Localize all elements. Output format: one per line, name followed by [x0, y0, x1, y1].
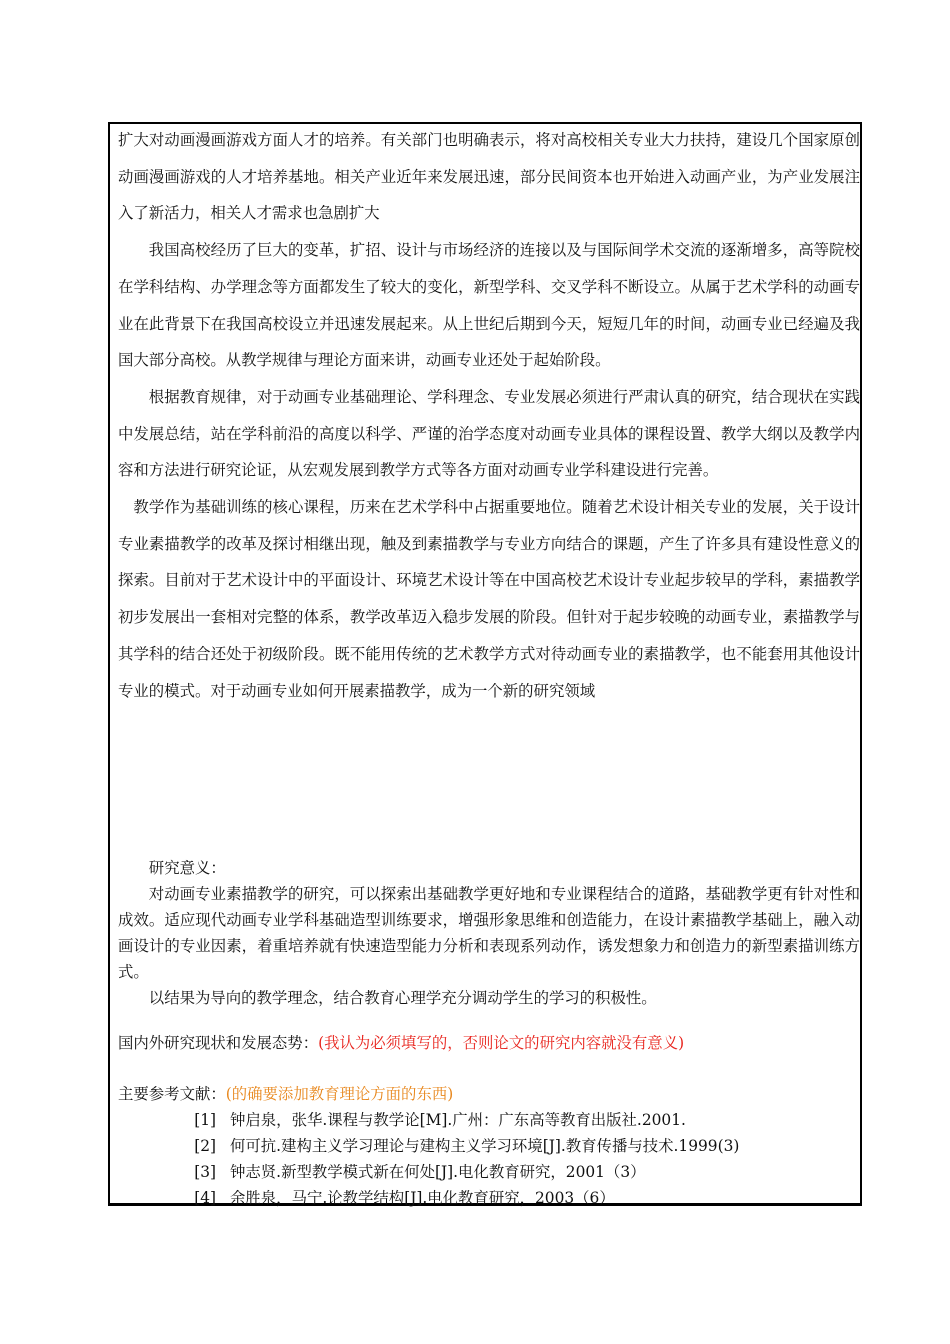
- paragraph-research-need: 根据教育规律，对于动画专业基础理论、学科理念、专业发展必须进行严肃认真的研究，结合现状在实践中发展总结，站在学科前沿的高度以科学、严谨的治学态度对动画专业具体的课程设置、教学大纲以及教学内容和方法进行研究论证，从宏观发展到教学方式等各方面对动画专业学科建设进行完善。: [118, 387, 860, 480]
- status-section: [118, 1030, 860, 1056]
- reference-number: [2]: [194, 1137, 216, 1155]
- references-label: 主要参考文献：: [118, 1085, 226, 1103]
- significance-paragraph-1: 对动画专业素描教学的研究，可以探索出基础教学更好地和专业课程结合的道路，基础教学更有针对性和成效。适应现代动画专业学科基础造型训练要求，增强形象思维和创造能力，在设计素描教学基础上，融入动画设计的专业因素，着重培养就有快速造型能力分析和表现系列动作，诱发想象力和创造力的新型素描训练方式。: [118, 885, 860, 981]
- background-section: [118, 122, 860, 709]
- references-note: (的确要添加教育理论方面的东西): [225, 1085, 454, 1103]
- reference-item: [118, 1159, 860, 1185]
- reference-number: [3]: [194, 1163, 216, 1181]
- reference-item: [118, 1107, 860, 1133]
- paragraph-reform: 我国高校经历了巨大的变革，扩招、设计与市场经济的连接以及与国际间学术交流的逐渐增多，高等院校在学科结构、办学理念等方面都发生了较大的变化，新型学科、交叉学科不断设立。从属于艺术学科的动画专业在此背景下在我国高校设立并迅速发展起来。从上世纪后期到今天，短短几年的时间，动画专业已经遍及我国大部分高校。从教学规律与理论方面来讲，动画专业还处于起始阶段。: [118, 241, 860, 370]
- status-line: [118, 1030, 860, 1056]
- reference-item: [118, 1133, 860, 1159]
- reference-text: 何可抗.建构主义学习理论与建构主义学习环境[J].教育传播与技术.1999(3): [230, 1137, 740, 1155]
- references-section: [118, 1081, 860, 1211]
- reference-text: 钟志贤.新型教学模式新在何处[J].电化教育研究，2001（3）: [230, 1163, 646, 1181]
- reference-number: [4]: [194, 1189, 216, 1207]
- reference-item: [118, 1185, 860, 1211]
- significance-paragraph-2: 以结果为导向的教学理念，结合教育心理学充分调动学生的学习的积极性。: [148, 989, 657, 1007]
- significance-heading: 研究意义：: [148, 859, 226, 877]
- reference-text: 余胜泉，马宁.论教学结构[J].电化教育研究，2003（6）: [230, 1189, 615, 1207]
- references-line: [118, 1081, 860, 1107]
- paragraph-sketch-teaching: 教学作为基础训练的核心课程，历来在艺术学科中占据重要地位。随着艺术设计相关专业的发展，关于设计专业素描教学的改革及探讨相继出现，触及到素描教学与专业方向结合的课题，产生了许多具有建设性意义的探索。目前对于艺术设计中的平面设计、环境艺术设计等在中国高校艺术设计专业起步较早的学科，素描教学初步发展出一套相对完整的体系，教学改革迈入稳步发展的阶段。但针对于起步较晚的动画专业，素描教学与其学科的结合还处于初级阶段。既不能用传统的艺术教学方式对待动画专业的素描教学，也不能套用其他设计专业的模式。对于动画专业如何开展素描教学，成为一个新的研究领域: [118, 498, 860, 700]
- significance-section: [118, 855, 860, 1011]
- status-label: 国内外研究现状和发展态势：: [118, 1034, 319, 1052]
- reference-text: 钟启泉，张华.课程与教学论[M].广州：广东高等教育出版社.2001.: [230, 1111, 686, 1129]
- reference-number: [1]: [194, 1111, 216, 1129]
- status-note: (我认为必须填写的，否则论文的研究内容就没有意义): [318, 1034, 685, 1052]
- paragraph-industry: 扩大对动画漫画游戏方面人才的培养。有关部门也明确表示，将对高校相关专业大力扶持，建设几个国家原创动画漫画游戏的人才培养基地。相关产业近年来发展迅速，部分民间资本也开始进入动画产业，为产业发展注入了新活力，相关人才需求也急剧扩大: [118, 131, 860, 223]
